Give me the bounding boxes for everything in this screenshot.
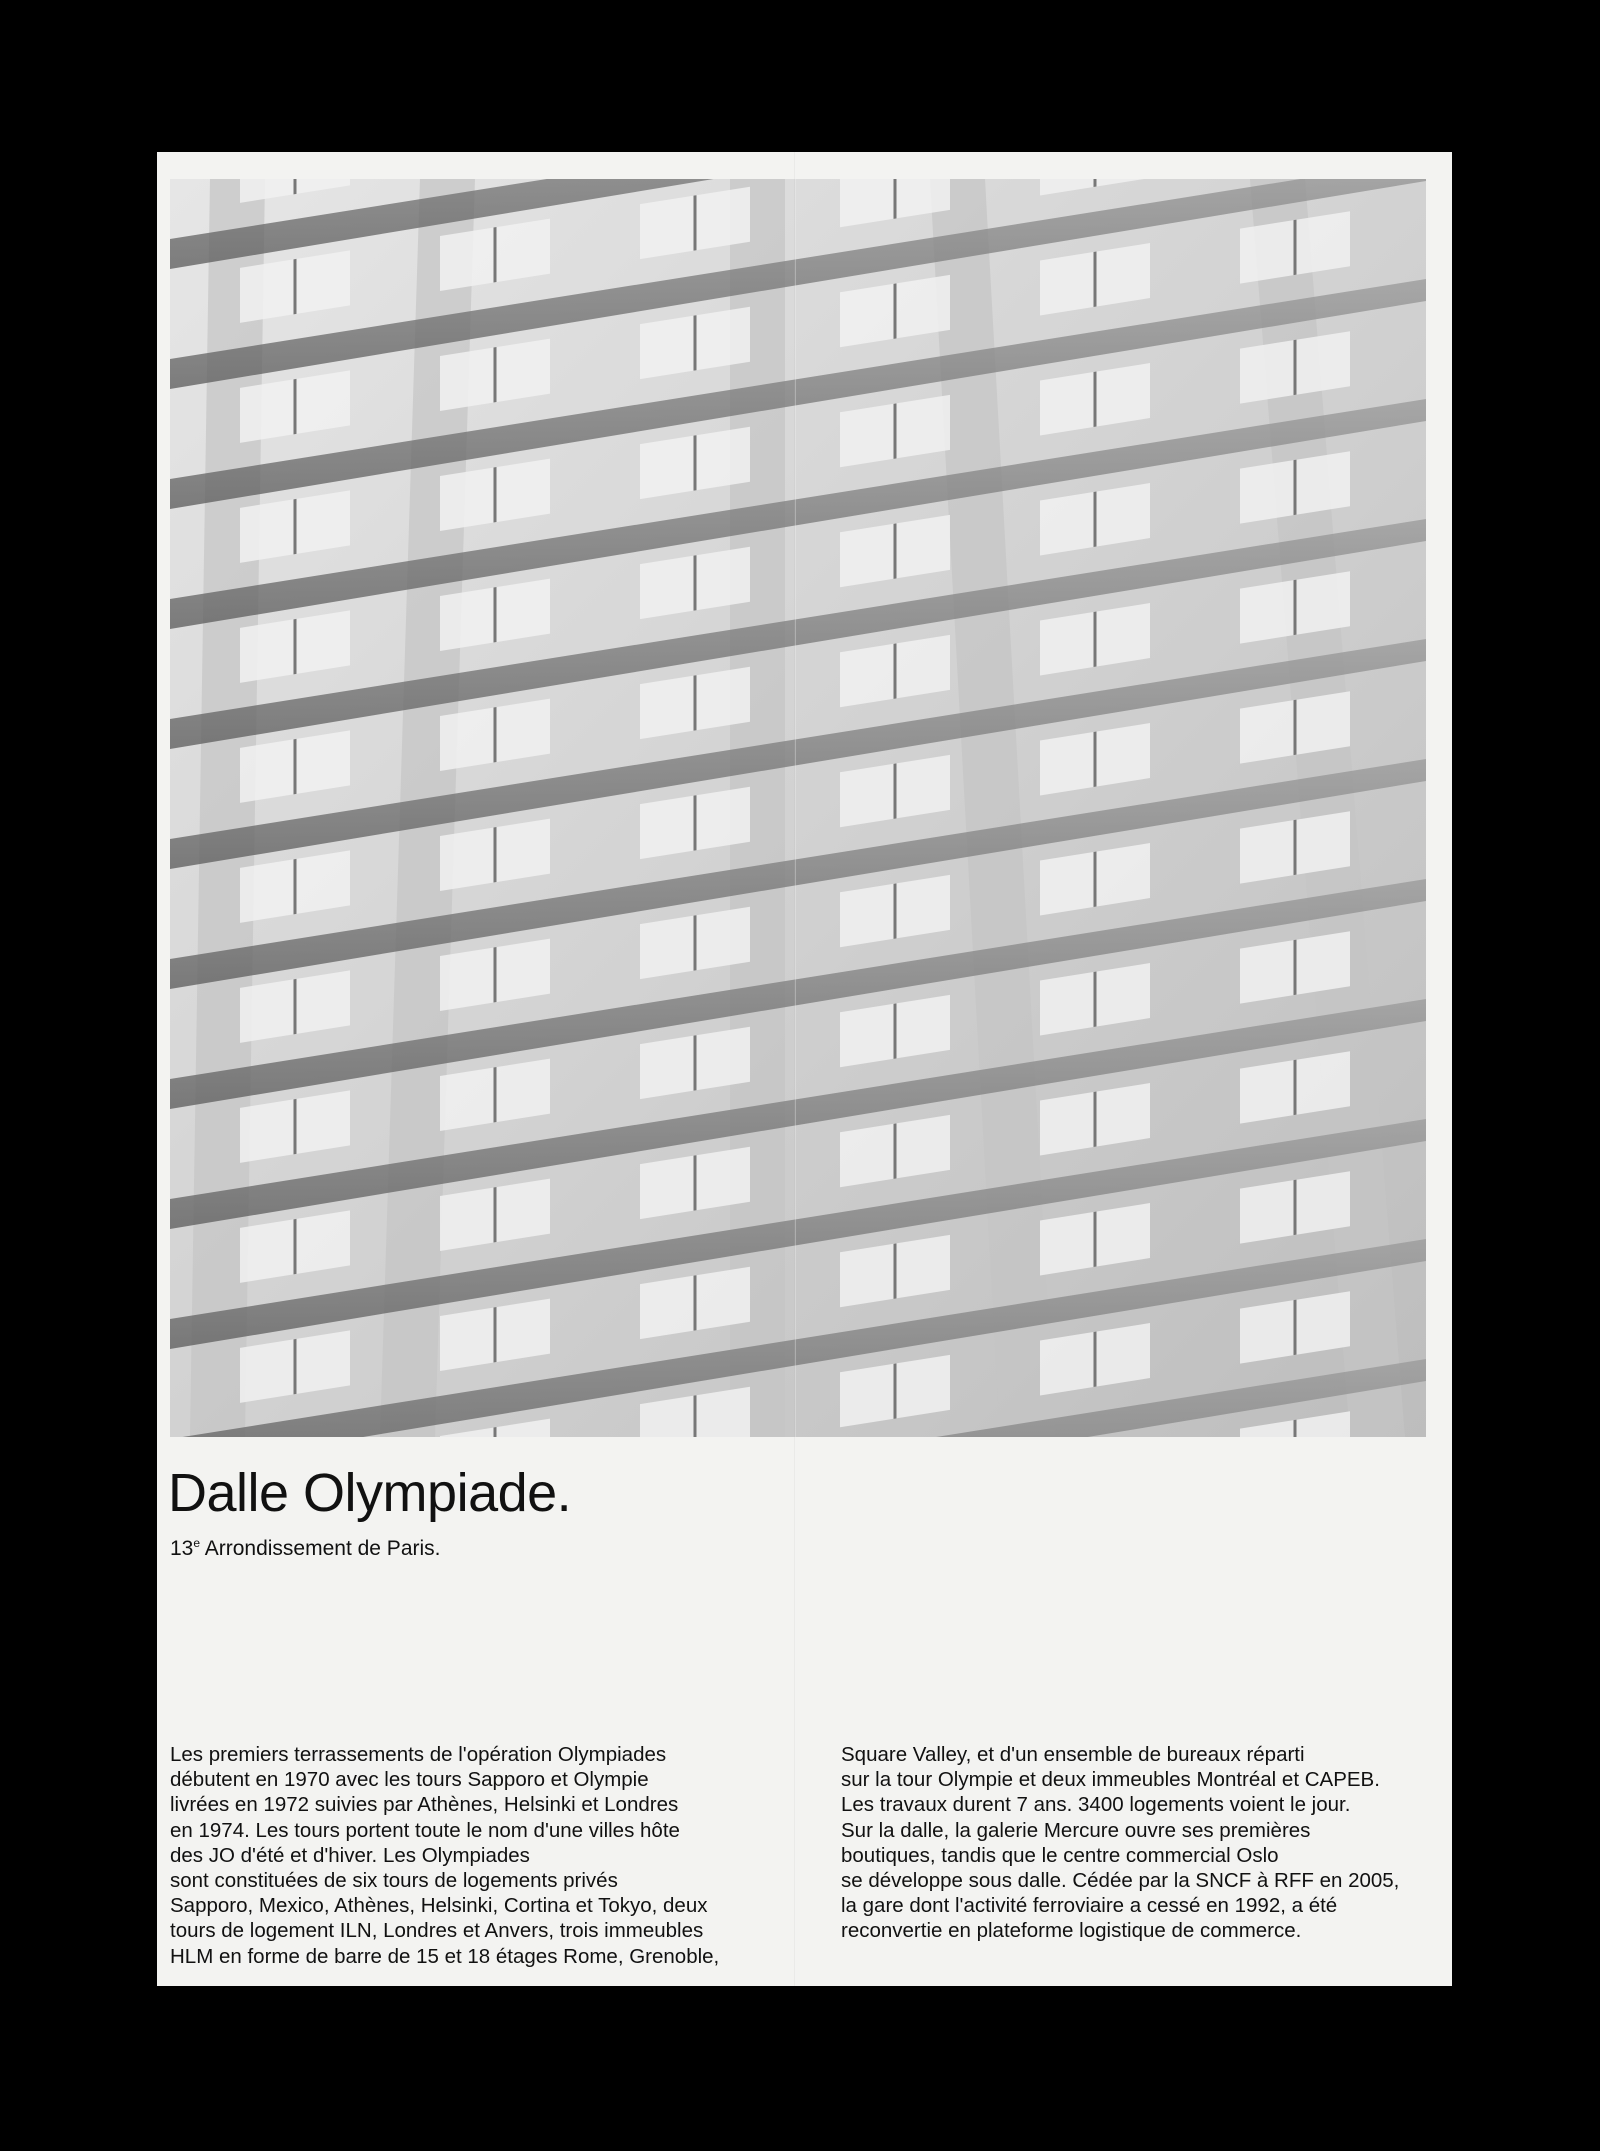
body-text-right-column: Square Valley, et d'un ensemble de bureaux réparti sur la tour Olympie et deux immeubles Montréal et CAPEB. Les travaux durent 7 ans. 3400 logements voient le jour. Sur la dalle, la galerie Mercure ouvre ses premières boutiques, tandis que le centre commercial Oslo se développe sous dalle. Cédée par la SNCF à RFF en 2005, la gare dont l'activité ferroviaire a cessé en 1992, a été reconvertie en plateforme logistique de commerce. bbox=[841, 1743, 1400, 1943]
body-text-left-column: Les premiers terrassements de l'opération Olympiades débutent en 1970 avec les tours Sapporo et Olympie livrées en 1972 suivies par Athènes, Helsinki et Londres en 1974. Les tours portent toute le nom d'une villes hôte des JO d'été et d'hiver. Les Olympiades sont constituées de six tours de logements privés Sapporo, Mexico, Athènes, Helsinki, Cortina et Tokyo, deux tours de logement ILN, Londres et Anvers, trois immeubles HLM en forme de barre de 15 et 18 étages Rome, Grenoble, bbox=[170, 1743, 720, 1968]
subtitle-superscript: e bbox=[193, 1536, 201, 1550]
document-title: Dalle Olympiade. bbox=[168, 1463, 572, 1523]
document-subtitle bbox=[170, 1536, 441, 1561]
fold-crease bbox=[794, 152, 796, 1986]
printed-sheet bbox=[157, 152, 1452, 1986]
subtitle-text: Arrondissement de Paris. bbox=[200, 1537, 441, 1560]
subtitle-number: 13 bbox=[170, 1537, 194, 1560]
building-facade-photo bbox=[170, 179, 1426, 1437]
